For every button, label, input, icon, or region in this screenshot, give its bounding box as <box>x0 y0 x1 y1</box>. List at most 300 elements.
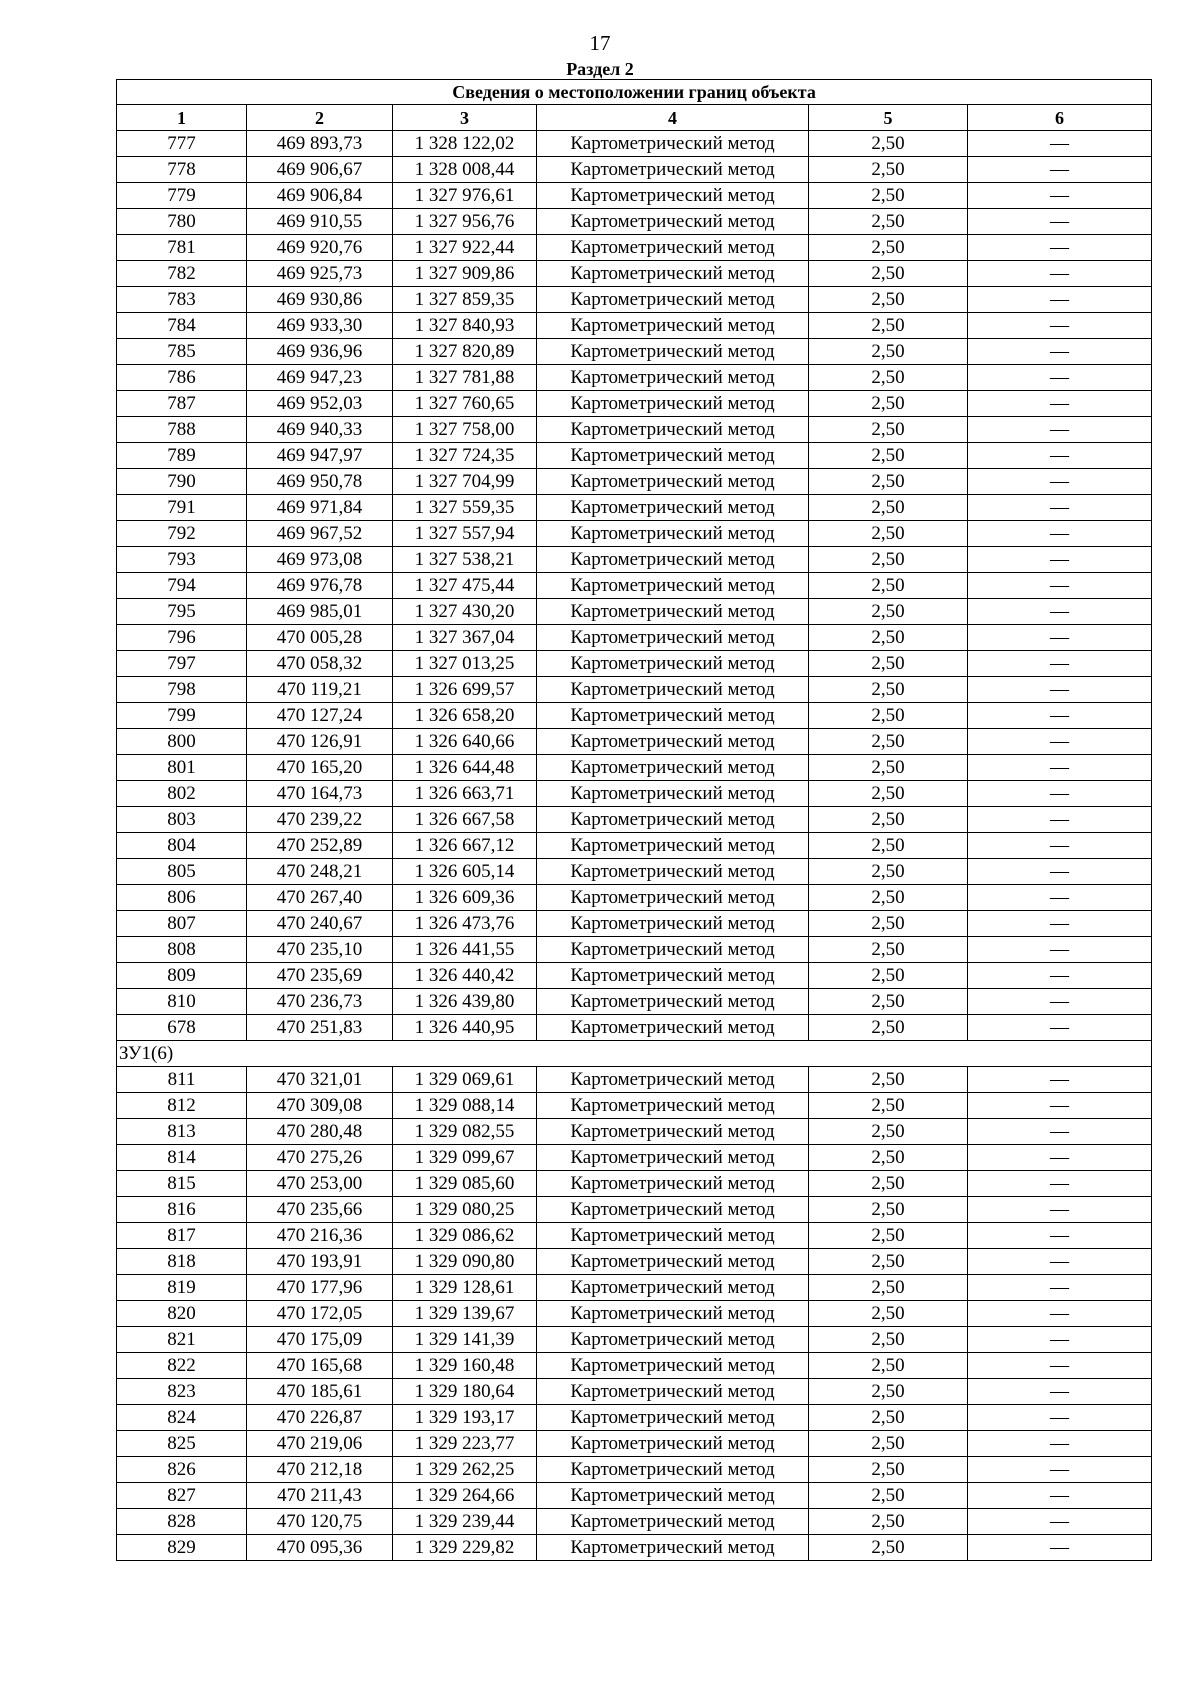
table-caption-row <box>117 80 1152 105</box>
table-cell: 2,50 <box>809 729 968 755</box>
table-cell: 2,50 <box>809 313 968 339</box>
table-cell: 819 <box>117 1275 247 1301</box>
column-header: 5 <box>809 105 968 131</box>
table-cell: — <box>968 807 1152 833</box>
table-cell: 1 327 956,76 <box>393 209 537 235</box>
table-cell: 2,50 <box>809 1249 968 1275</box>
table-cell: 1 327 013,25 <box>393 651 537 677</box>
table-cell: 470 309,08 <box>247 1093 393 1119</box>
table-cell: 2,50 <box>809 547 968 573</box>
table-row <box>117 1379 1152 1405</box>
table-cell: — <box>968 1327 1152 1353</box>
table-cell: Картометрический метод <box>537 209 809 235</box>
table-cell: Картометрический метод <box>537 287 809 313</box>
table-cell: 678 <box>117 1015 247 1041</box>
table-cell: 786 <box>117 365 247 391</box>
table-row <box>117 1327 1152 1353</box>
table-cell: — <box>968 573 1152 599</box>
table-cell: — <box>968 703 1152 729</box>
table-cell: 1 327 367,04 <box>393 625 537 651</box>
table-cell: 1 327 559,35 <box>393 495 537 521</box>
table-cell: — <box>968 625 1152 651</box>
table-cell: Картометрический метод <box>537 755 809 781</box>
table-row <box>117 859 1152 885</box>
table-cell: 1 329 193,17 <box>393 1405 537 1431</box>
table-cell: Картометрический метод <box>537 1405 809 1431</box>
table-cell: Картометрический метод <box>537 703 809 729</box>
table-cell: 469 973,08 <box>247 547 393 573</box>
table-row <box>117 911 1152 937</box>
table-cell: 469 910,55 <box>247 209 393 235</box>
table-cell: — <box>968 1353 1152 1379</box>
table-cell: 470 058,32 <box>247 651 393 677</box>
table-cell: — <box>968 1483 1152 1509</box>
table-cell: 829 <box>117 1535 247 1561</box>
table-row <box>117 1353 1152 1379</box>
table-cell: Картометрический метод <box>537 1301 809 1327</box>
table-cell: 2,50 <box>809 521 968 547</box>
table-row <box>117 1483 1152 1509</box>
table-cell: 470 235,10 <box>247 937 393 963</box>
table-row <box>117 1431 1152 1457</box>
table-cell: 470 005,28 <box>247 625 393 651</box>
table-cell: 2,50 <box>809 1223 968 1249</box>
table-cell: 2,50 <box>809 1509 968 1535</box>
table-cell: Картометрический метод <box>537 235 809 261</box>
table-cell: 2,50 <box>809 703 968 729</box>
table-cell: 2,50 <box>809 807 968 833</box>
table-cell: 1 326 609,36 <box>393 885 537 911</box>
table-cell: Картометрический метод <box>537 521 809 547</box>
table-cell: 2,50 <box>809 131 968 157</box>
table-cell: 810 <box>117 989 247 1015</box>
table-cell: 470 236,73 <box>247 989 393 1015</box>
table-cell: — <box>968 365 1152 391</box>
table-cell: 808 <box>117 937 247 963</box>
table-row <box>117 807 1152 833</box>
table-row <box>117 1509 1152 1535</box>
group-label: ЗУ1(6) <box>117 1041 1152 1067</box>
table-cell: — <box>968 755 1152 781</box>
table-cell: 2,50 <box>809 235 968 261</box>
table-cell: 1 327 724,35 <box>393 443 537 469</box>
table-row <box>117 651 1152 677</box>
table-row <box>117 157 1152 183</box>
table-cell: 470 248,21 <box>247 859 393 885</box>
table-row <box>117 1093 1152 1119</box>
table-cell: — <box>968 443 1152 469</box>
table-cell: 469 893,73 <box>247 131 393 157</box>
coordinates-table <box>116 79 1152 1561</box>
table-row <box>117 573 1152 599</box>
table-cell: 1 329 229,82 <box>393 1535 537 1561</box>
table-cell: 795 <box>117 599 247 625</box>
table-cell: Картометрический метод <box>537 1067 809 1093</box>
table-row <box>117 1171 1152 1197</box>
table-cell: 2,50 <box>809 859 968 885</box>
table-cell: 811 <box>117 1067 247 1093</box>
table-cell: 804 <box>117 833 247 859</box>
table-cell: 2,50 <box>809 885 968 911</box>
table-cell: Картометрический метод <box>537 729 809 755</box>
column-header: 2 <box>247 105 393 131</box>
table-row <box>117 391 1152 417</box>
table-caption: Сведения о местоположении границ объекта <box>117 80 1152 105</box>
table-cell: 1 326 605,14 <box>393 859 537 885</box>
table-cell: Картометрический метод <box>537 1509 809 1535</box>
table-cell: — <box>968 235 1152 261</box>
table-cell: 2,50 <box>809 1119 968 1145</box>
table-cell: — <box>968 651 1152 677</box>
table-row <box>117 417 1152 443</box>
table-cell: 2,50 <box>809 157 968 183</box>
table-cell: 469 906,84 <box>247 183 393 209</box>
table-cell: Картометрический метод <box>537 157 809 183</box>
table-cell: 2,50 <box>809 911 968 937</box>
table-cell: 813 <box>117 1119 247 1145</box>
table-cell: Картометрический метод <box>537 1223 809 1249</box>
table-cell: 470 185,61 <box>247 1379 393 1405</box>
table-cell: 2,50 <box>809 963 968 989</box>
table-cell: Картометрический метод <box>537 131 809 157</box>
table-cell: 1 329 085,60 <box>393 1171 537 1197</box>
table-cell: 2,50 <box>809 365 968 391</box>
table-cell: 470 164,73 <box>247 781 393 807</box>
table-row <box>117 833 1152 859</box>
table-cell: — <box>968 1145 1152 1171</box>
table-cell: 2,50 <box>809 1275 968 1301</box>
table-cell: — <box>968 261 1152 287</box>
table-row <box>117 287 1152 313</box>
table-cell: 1 329 080,25 <box>393 1197 537 1223</box>
table-cell: Картометрический метод <box>537 443 809 469</box>
table-row <box>117 1275 1152 1301</box>
table-row <box>117 937 1152 963</box>
table-cell: 2,50 <box>809 1327 968 1353</box>
table-cell: Картометрический метод <box>537 1353 809 1379</box>
table-cell: 2,50 <box>809 287 968 313</box>
table-cell: 2,50 <box>809 573 968 599</box>
table-cell: — <box>968 157 1152 183</box>
table-cell: — <box>968 131 1152 157</box>
table-cell: 790 <box>117 469 247 495</box>
table-body <box>117 131 1152 1561</box>
table-cell: — <box>968 1093 1152 1119</box>
table-cell: 797 <box>117 651 247 677</box>
table-cell: Картометрический метод <box>537 1275 809 1301</box>
table-cell: Картометрический метод <box>537 651 809 677</box>
table-cell: — <box>968 287 1152 313</box>
table-row <box>117 1067 1152 1093</box>
table-cell: 470 165,20 <box>247 755 393 781</box>
table-row <box>117 1301 1152 1327</box>
table-cell: Картометрический метод <box>537 807 809 833</box>
table-row <box>117 183 1152 209</box>
table-cell: — <box>968 1015 1152 1041</box>
table-cell: 1 326 699,57 <box>393 677 537 703</box>
table-row <box>117 1145 1152 1171</box>
table-cell: 470 280,48 <box>247 1119 393 1145</box>
table-cell: 779 <box>117 183 247 209</box>
table-cell: 791 <box>117 495 247 521</box>
table-cell: — <box>968 495 1152 521</box>
table-cell: 1 327 922,44 <box>393 235 537 261</box>
table-cell: — <box>968 989 1152 1015</box>
table-cell: 470 212,18 <box>247 1457 393 1483</box>
table-cell: 1 329 141,39 <box>393 1327 537 1353</box>
table-cell: 2,50 <box>809 937 968 963</box>
table-cell: 792 <box>117 521 247 547</box>
table-cell: Картометрический метод <box>537 885 809 911</box>
column-header: 6 <box>968 105 1152 131</box>
section-title: Раздел 2 <box>566 59 634 79</box>
table-row <box>117 781 1152 807</box>
table-cell: 469 967,52 <box>247 521 393 547</box>
table-cell: 469 925,73 <box>247 261 393 287</box>
table-cell: — <box>968 1119 1152 1145</box>
table-cell: 1 329 090,80 <box>393 1249 537 1275</box>
table-cell: 1 327 475,44 <box>393 573 537 599</box>
table-cell: Картометрический метод <box>537 1249 809 1275</box>
table-cell: Картометрический метод <box>537 911 809 937</box>
table-cell: 2,50 <box>809 1535 968 1561</box>
table-cell: 2,50 <box>809 1067 968 1093</box>
table-cell: Картометрический метод <box>537 859 809 885</box>
table-cell: 469 985,01 <box>247 599 393 625</box>
table-cell: 809 <box>117 963 247 989</box>
table-cell: Картометрический метод <box>537 495 809 521</box>
table-cell: 1 326 658,20 <box>393 703 537 729</box>
table-row <box>117 963 1152 989</box>
table-row <box>117 313 1152 339</box>
table-cell: 783 <box>117 287 247 313</box>
table-cell: 470 267,40 <box>247 885 393 911</box>
table-cell: 1 329 180,64 <box>393 1379 537 1405</box>
table-cell: 2,50 <box>809 1145 968 1171</box>
table-cell: 470 216,36 <box>247 1223 393 1249</box>
table-row <box>117 599 1152 625</box>
table-cell: 1 326 644,48 <box>393 755 537 781</box>
table-cell: Картометрический метод <box>537 183 809 209</box>
table-cell: 1 327 538,21 <box>393 547 537 573</box>
table-cell: 805 <box>117 859 247 885</box>
table-cell: 1 326 440,95 <box>393 1015 537 1041</box>
table-cell: Картометрический метод <box>537 1171 809 1197</box>
table-cell: Картометрический метод <box>537 1119 809 1145</box>
table-row <box>117 1015 1152 1041</box>
table-cell: 818 <box>117 1249 247 1275</box>
table-row <box>117 885 1152 911</box>
table-cell: 1 328 122,02 <box>393 131 537 157</box>
table-cell: 816 <box>117 1197 247 1223</box>
table-cell: 1 327 859,35 <box>393 287 537 313</box>
table-cell: Картометрический метод <box>537 1145 809 1171</box>
table-cell: Картометрический метод <box>537 1093 809 1119</box>
table-cell: 2,50 <box>809 1197 968 1223</box>
table-cell: 469 950,78 <box>247 469 393 495</box>
table-row <box>117 703 1152 729</box>
table-cell: 1 327 758,00 <box>393 417 537 443</box>
table-cell: — <box>968 833 1152 859</box>
table-cell: 1 326 473,76 <box>393 911 537 937</box>
table-cell: Картометрический метод <box>537 625 809 651</box>
table-cell: 2,50 <box>809 677 968 703</box>
table-cell: 470 193,91 <box>247 1249 393 1275</box>
table-row <box>117 1249 1152 1275</box>
table-cell: 470 175,09 <box>247 1327 393 1353</box>
table-cell: Картометрический метод <box>537 417 809 443</box>
table-cell: 469 971,84 <box>247 495 393 521</box>
table-cell: 806 <box>117 885 247 911</box>
table-cell: 814 <box>117 1145 247 1171</box>
table-cell: Картометрический метод <box>537 313 809 339</box>
table-row <box>117 989 1152 1015</box>
table-cell: 470 126,91 <box>247 729 393 755</box>
table-cell: 1 329 262,25 <box>393 1457 537 1483</box>
table-cell: — <box>968 209 1152 235</box>
table-cell: 825 <box>117 1431 247 1457</box>
table-cell: Картометрический метод <box>537 937 809 963</box>
table-cell: 803 <box>117 807 247 833</box>
table-cell: 1 327 976,61 <box>393 183 537 209</box>
table-cell: 469 906,67 <box>247 157 393 183</box>
table-cell: 2,50 <box>809 391 968 417</box>
table-cell: 470 251,83 <box>247 1015 393 1041</box>
table-cell: Картометрический метод <box>537 1197 809 1223</box>
table-cell: 800 <box>117 729 247 755</box>
table-row <box>117 729 1152 755</box>
table-cell: 1 329 160,48 <box>393 1353 537 1379</box>
table-cell: 1 329 086,62 <box>393 1223 537 1249</box>
table-cell: 470 321,01 <box>247 1067 393 1093</box>
table-cell: 470 252,89 <box>247 833 393 859</box>
table-cell: 469 933,30 <box>247 313 393 339</box>
table-cell: — <box>968 859 1152 885</box>
table-cell: 799 <box>117 703 247 729</box>
table-cell: 812 <box>117 1093 247 1119</box>
table-cell: 470 211,43 <box>247 1483 393 1509</box>
table-row <box>117 209 1152 235</box>
table-row <box>117 365 1152 391</box>
table-cell: 470 226,87 <box>247 1405 393 1431</box>
table-cell: 815 <box>117 1171 247 1197</box>
table-cell: — <box>968 963 1152 989</box>
table-cell: 1 329 264,66 <box>393 1483 537 1509</box>
table-cell: 470 095,36 <box>247 1535 393 1561</box>
table-cell: 827 <box>117 1483 247 1509</box>
table-cell: Картометрический метод <box>537 1379 809 1405</box>
table-cell: Картометрический метод <box>537 365 809 391</box>
table-cell: 469 936,96 <box>247 339 393 365</box>
table-row <box>117 339 1152 365</box>
table-cell: 2,50 <box>809 1015 968 1041</box>
table-cell: Картометрический метод <box>537 1015 809 1041</box>
table-cell: 1 329 088,14 <box>393 1093 537 1119</box>
table-cell: Картометрический метод <box>537 261 809 287</box>
table-cell: 2,50 <box>809 1483 968 1509</box>
table-cell: — <box>968 1509 1152 1535</box>
table-row <box>117 677 1152 703</box>
table-cell: 2,50 <box>809 469 968 495</box>
table-row <box>117 547 1152 573</box>
table-cell: 2,50 <box>809 599 968 625</box>
table-cell: Картометрический метод <box>537 677 809 703</box>
table-cell: 1 326 667,58 <box>393 807 537 833</box>
table-cell: 1 327 820,89 <box>393 339 537 365</box>
table-cell: 1 329 223,77 <box>393 1431 537 1457</box>
table-row <box>117 261 1152 287</box>
table-cell: — <box>968 469 1152 495</box>
table-cell: 1 326 440,42 <box>393 963 537 989</box>
table-cell: 469 952,03 <box>247 391 393 417</box>
table-cell: 2,50 <box>809 183 968 209</box>
table-cell: 1 326 439,80 <box>393 989 537 1015</box>
table-cell: 802 <box>117 781 247 807</box>
column-header: 4 <box>537 105 809 131</box>
table-cell: 828 <box>117 1509 247 1535</box>
table-cell: 2,50 <box>809 625 968 651</box>
table-cell: 1 326 663,71 <box>393 781 537 807</box>
table-cell: — <box>968 339 1152 365</box>
table-row <box>117 521 1152 547</box>
table-cell: 469 940,33 <box>247 417 393 443</box>
table-cell: 1 327 781,88 <box>393 365 537 391</box>
table-cell: 470 239,22 <box>247 807 393 833</box>
table-cell: Картометрический метод <box>537 547 809 573</box>
table-row <box>117 495 1152 521</box>
table-cell: 784 <box>117 313 247 339</box>
table-cell: — <box>968 417 1152 443</box>
table-cell: 1 326 441,55 <box>393 937 537 963</box>
table-cell: Картометрический метод <box>537 1483 809 1509</box>
table-cell: 2,50 <box>809 339 968 365</box>
table-cell: — <box>968 1171 1152 1197</box>
table-cell: 470 235,69 <box>247 963 393 989</box>
table-cell: Картометрический метод <box>537 391 809 417</box>
table-row <box>117 1457 1152 1483</box>
table-cell: 789 <box>117 443 247 469</box>
table-cell: 2,50 <box>809 1301 968 1327</box>
table-cell: Картометрический метод <box>537 963 809 989</box>
table-cell: — <box>968 1275 1152 1301</box>
table-cell: — <box>968 1405 1152 1431</box>
table-cell: 823 <box>117 1379 247 1405</box>
table-cell: 470 240,67 <box>247 911 393 937</box>
table-cell: 826 <box>117 1457 247 1483</box>
table-cell: 1 326 667,12 <box>393 833 537 859</box>
table-cell: — <box>968 599 1152 625</box>
table-cell: 787 <box>117 391 247 417</box>
table-cell: 2,50 <box>809 1405 968 1431</box>
table-cell: — <box>968 885 1152 911</box>
table-row <box>117 1405 1152 1431</box>
table-cell: 470 119,21 <box>247 677 393 703</box>
table-cell: 1 326 640,66 <box>393 729 537 755</box>
table-cell: Картометрический метод <box>537 833 809 859</box>
table-row <box>117 235 1152 261</box>
table-cell: 2,50 <box>809 1457 968 1483</box>
table-cell: 788 <box>117 417 247 443</box>
table-cell: 780 <box>117 209 247 235</box>
table-cell: 1 327 909,86 <box>393 261 537 287</box>
table-cell: 469 930,86 <box>247 287 393 313</box>
table-cell: 2,50 <box>809 1353 968 1379</box>
page-number: 17 <box>589 31 611 55</box>
table-cell: Картометрический метод <box>537 1535 809 1561</box>
table-cell: 2,50 <box>809 1093 968 1119</box>
table-cell: 2,50 <box>809 417 968 443</box>
table-cell: 778 <box>117 157 247 183</box>
